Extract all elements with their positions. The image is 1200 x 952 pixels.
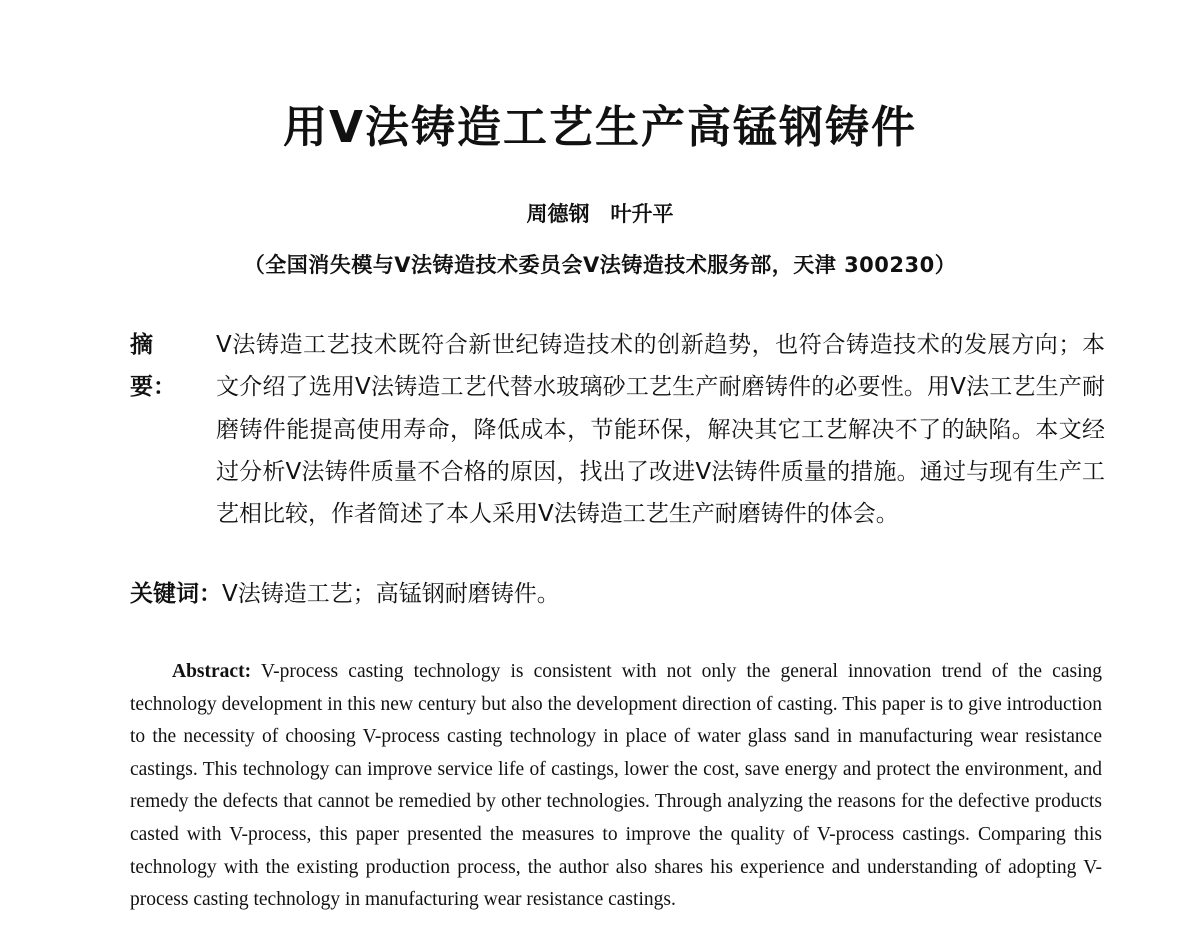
- chinese-abstract-text: V法铸造工艺技术既符合新世纪铸造技术的创新趋势，也符合铸造技术的发展方向；本文介绍了选用V法铸造工艺代替水玻璃砂工艺生产耐磨铸件的必要性。用V法工艺生产耐磨铸件能提高使用寿命，降低成本，节能环保，解决其它工艺解决不了的缺陷。本文经过分析V法铸件质量不合格的原因，找出了改进V法铸件质量的措施。通过与现有生产工艺相比较，作者简述了本人采用V法铸造工艺生产耐磨铸件的体会。: [216, 332, 1105, 528]
- chinese-abstract: [130, 324, 1105, 535]
- english-abstract: [130, 656, 1102, 917]
- paper-authors: 周德钢 叶升平: [526, 202, 674, 226]
- chinese-keywords: [130, 578, 1105, 610]
- paper-affiliation: （全国消失模与V法铸造技术委员会V法铸造技术服务部，天津 300230）: [243, 253, 957, 277]
- chinese-keywords-text: V法铸造工艺；高锰钢耐磨铸件。: [222, 581, 560, 607]
- chinese-keywords-label: 关键词：: [130, 581, 222, 607]
- english-abstract-text: V-process casting technology is consistent with not only the general innovation trend of the casing technology development in this new century but also the development direction of casting. This paper is to give introduction to the necessity of choosing V-process casting technology in place of water glass sand in manufacturing wear resistance castings. This technology can improve service life of castings, lower the cost, save energy and protect the environment, and remedy the defects that cannot be remedied by other technologies. Through analyzing the reasons for the defective products casted with V-process, this paper presented the measures to improve the quality of V-process castings. Comparing this technology with the existing production process, the author also shares his experience and understanding of adopting V-process casting technology in manufacturing wear resistance castings.: [130, 661, 1102, 911]
- paper-title: 用V法铸造工艺生产高锰钢铸件: [282, 102, 918, 153]
- english-abstract-label: Abstract:: [172, 661, 252, 682]
- chinese-abstract-label: 摘 要：: [130, 332, 176, 401]
